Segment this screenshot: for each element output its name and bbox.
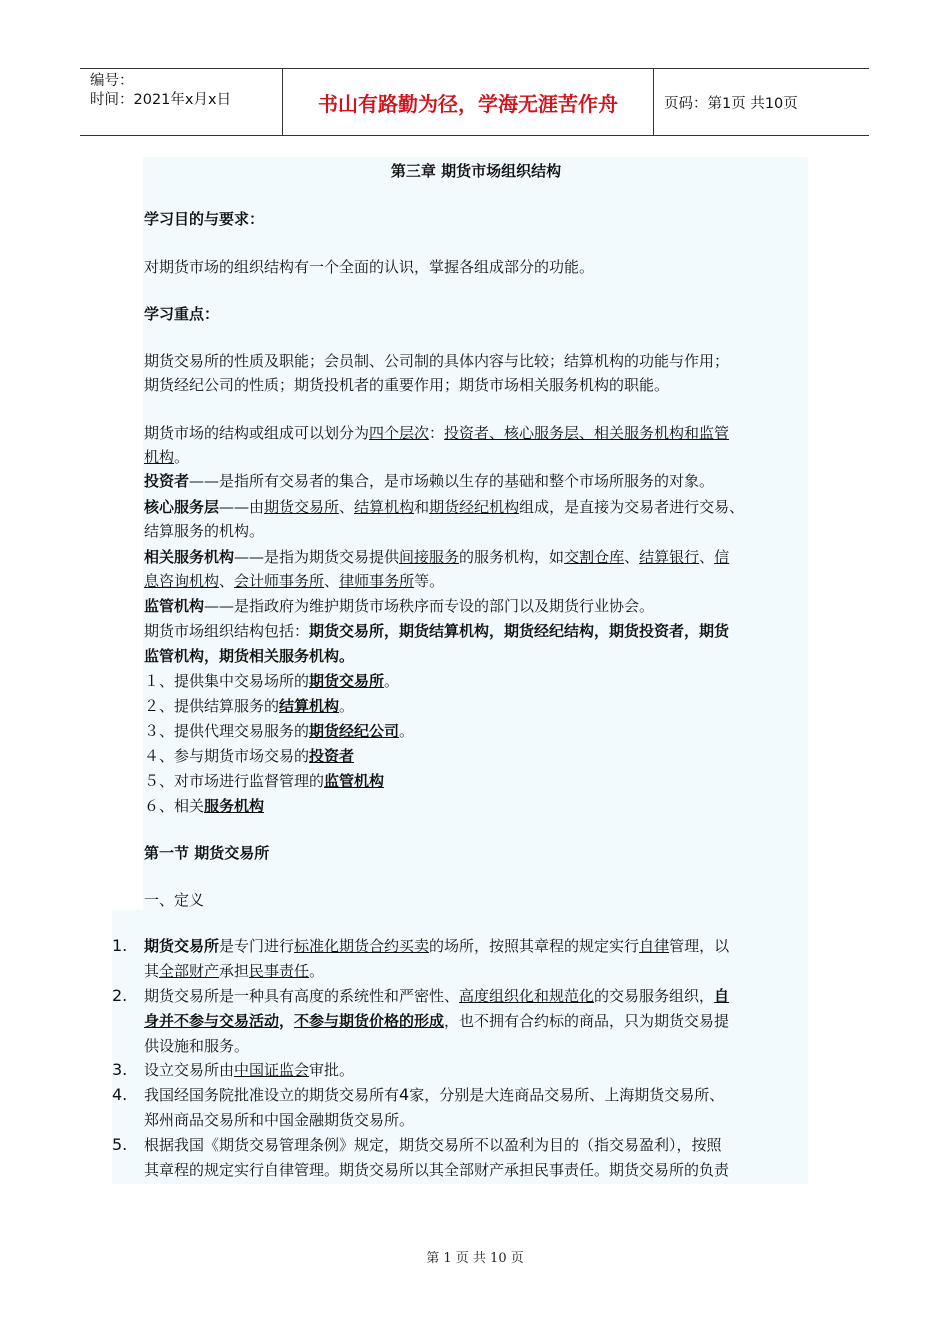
text: 。 bbox=[339, 697, 355, 715]
text: ３、提供代理交易服务的 bbox=[144, 722, 310, 740]
subsection-heading: 一、定义 bbox=[144, 891, 205, 909]
underlined-text: 四个层次 bbox=[369, 424, 430, 442]
related-service-definition bbox=[144, 546, 729, 568]
number-text: 4 bbox=[399, 1085, 410, 1104]
underlined-text: 全部财产 bbox=[159, 962, 220, 980]
structure-paragraph-cont bbox=[144, 446, 189, 468]
list-number: 2. bbox=[112, 986, 128, 1005]
underlined-text: 交割仓库 bbox=[564, 548, 625, 566]
underlined-text: 标准化期货合约买卖 bbox=[294, 937, 430, 955]
text: ４、参与期货市场交易的 bbox=[144, 747, 310, 765]
list-line: 其章程的规定实行自律管理。期货交易所以其全部财产承担民事责任。期货交易所的负责 bbox=[144, 1161, 730, 1179]
supervisor-definition bbox=[144, 595, 654, 617]
text: 是专门进行 bbox=[219, 937, 295, 955]
text: 。 bbox=[384, 672, 400, 690]
text: 期货市场组织结构包括： bbox=[144, 622, 310, 640]
list-line bbox=[144, 960, 324, 982]
text: 的服务机构，如 bbox=[459, 548, 565, 566]
underlined-text: 间接服务 bbox=[399, 548, 460, 566]
underlined-text: 律师事务所 bbox=[339, 572, 415, 590]
list-item bbox=[144, 770, 384, 792]
underlined-text: 投资者、核心服务层、相关服务机构和监管 bbox=[444, 424, 730, 442]
list-item bbox=[144, 795, 264, 817]
text: ，也不拥有合约标的商品，只为期货交易提 bbox=[444, 1012, 730, 1030]
header-motto: 书山有路勤为径，学海无涯苦作舟 bbox=[282, 69, 654, 135]
text: 、 bbox=[624, 548, 640, 566]
list-item bbox=[144, 695, 354, 717]
text: １、提供集中交易场所的 bbox=[144, 672, 310, 690]
text: 、 bbox=[339, 498, 355, 516]
text: 组成，是直接为交易者进行交易、 bbox=[519, 498, 745, 516]
code-label: 编号： bbox=[90, 73, 134, 89]
text: ５、对市场进行监督管理的 bbox=[144, 772, 325, 790]
text: 等。 bbox=[414, 572, 445, 590]
text: 和 bbox=[414, 498, 430, 516]
key-term: 身并不参与交易活动 bbox=[144, 1012, 280, 1030]
key-term: 期货经纪公司 bbox=[309, 722, 400, 740]
underlined-text: 信 bbox=[714, 548, 730, 566]
key-term: 不参与期货价格的形成 bbox=[294, 1012, 445, 1030]
text: 。 bbox=[399, 722, 415, 740]
goal-heading: 学习目的与要求： bbox=[144, 210, 265, 228]
related-service-cont bbox=[144, 570, 444, 592]
text: 家，分别是大连商品交易所、上海期货交易所、 bbox=[409, 1086, 725, 1104]
bold-text: 期货交易所，期货结算机构，期货经纪结构，期货投资者，期货 bbox=[309, 622, 730, 640]
list-line: 根据我国《期货交易管理条例》规定，期货交易所不以盈利为目的（指交易盈利），按照 bbox=[144, 1136, 722, 1154]
text: 。 bbox=[309, 962, 325, 980]
underlined-text: 高度组织化和规范化 bbox=[459, 987, 595, 1005]
list-number: 4. bbox=[112, 1085, 128, 1104]
list-line bbox=[144, 1059, 354, 1081]
focus-heading: 学习重点： bbox=[144, 305, 220, 323]
text: 的交易服务组织， bbox=[594, 987, 715, 1005]
list-line bbox=[144, 935, 729, 957]
definition: ——是指所有交易者的集合，是市场赖以生存的基础和整个市场所服务的对象。 bbox=[189, 472, 715, 490]
structure-paragraph bbox=[144, 422, 729, 444]
underlined-text: 息咨询机构 bbox=[144, 572, 220, 590]
list-item bbox=[144, 745, 354, 767]
underlined-text: 结算银行 bbox=[639, 548, 700, 566]
text: 。 bbox=[174, 448, 190, 466]
list-number: 5. bbox=[112, 1135, 128, 1154]
structure-includes bbox=[144, 620, 729, 642]
text: ６、相关 bbox=[144, 797, 205, 815]
focus-line-1: 期货交易所的性质及职能；会员制、公司制的具体内容与比较；结算机构的功能与作用； bbox=[144, 352, 730, 370]
text: 、 bbox=[324, 572, 340, 590]
text: 设立交易所由 bbox=[144, 1061, 235, 1079]
text: ——由 bbox=[219, 498, 265, 516]
underlined-text: 结算机构 bbox=[354, 498, 415, 516]
list-line: 供设施和服务。 bbox=[144, 1037, 250, 1055]
list-number: 1. bbox=[112, 936, 128, 955]
text: 承担 bbox=[219, 962, 250, 980]
text: 其 bbox=[144, 962, 160, 980]
text: 审批。 bbox=[309, 1061, 355, 1079]
underlined-text: 民事责任 bbox=[249, 962, 310, 980]
page-header bbox=[80, 68, 869, 136]
investor-definition bbox=[144, 470, 714, 492]
text: 我国经国务院批准设立的期货交易所有 bbox=[144, 1086, 400, 1104]
goal-text: 对期货市场的组织结构有一个全面的认识，掌握各组成部分的功能。 bbox=[144, 258, 595, 276]
key-term: 服务机构 bbox=[204, 797, 265, 815]
bold-text: 期货交易所 bbox=[144, 937, 220, 955]
text: ， bbox=[279, 1012, 295, 1030]
page-footer: 第 1 页 共 10 页 bbox=[426, 1251, 524, 1266]
underlined-text: 期货交易所 bbox=[264, 498, 340, 516]
header-page-number: 页码：第1页 共10页 bbox=[664, 95, 798, 112]
text: 期货交易所是一种具有高度的系统性和严密性、 bbox=[144, 987, 460, 1005]
list-number: 3. bbox=[112, 1060, 128, 1079]
list-line bbox=[144, 985, 729, 1007]
chapter-title: 第三章 期货市场组织结构 bbox=[390, 162, 562, 180]
text: ——是指为期货交易提供 bbox=[234, 548, 400, 566]
definition: ——是指政府为维护期货市场秩序而专设的部门以及期货行业协会。 bbox=[204, 597, 655, 615]
term: 核心服务层 bbox=[144, 498, 220, 516]
underlined-text: 自律 bbox=[639, 937, 670, 955]
text: 管理，以 bbox=[669, 937, 730, 955]
list-item bbox=[144, 670, 399, 692]
term: 监管机构 bbox=[144, 597, 205, 615]
text: ： bbox=[429, 424, 445, 442]
key-term: 自 bbox=[714, 987, 730, 1005]
section-heading: 第一节 期货交易所 bbox=[144, 844, 270, 862]
key-term: 监管机构 bbox=[324, 772, 385, 790]
list-item bbox=[144, 720, 414, 742]
text: 、 bbox=[219, 572, 235, 590]
key-term: 投资者 bbox=[309, 747, 355, 765]
core-service-definition bbox=[144, 496, 744, 518]
term: 相关服务机构 bbox=[144, 548, 235, 566]
list-line bbox=[144, 1084, 724, 1106]
date-label: 时间：2021年x月x日 bbox=[90, 92, 232, 108]
underlined-text: 会计师事务所 bbox=[234, 572, 325, 590]
key-term: 结算机构 bbox=[279, 697, 340, 715]
list-line: 郑州商品交易所和中国金融期货交易所。 bbox=[144, 1111, 415, 1129]
underlined-text: 中国证监会 bbox=[234, 1061, 310, 1079]
text: 、 bbox=[699, 548, 715, 566]
structure-includes-cont: 监管机构，期货相关服务机构。 bbox=[144, 647, 355, 665]
header-meta bbox=[80, 69, 282, 135]
text: 期货市场的结构或组成可以划分为 bbox=[144, 424, 370, 442]
underlined-text: 期货经纪机构 bbox=[429, 498, 520, 516]
underlined-text: 机构 bbox=[144, 448, 175, 466]
core-service-cont: 结算服务的机构。 bbox=[144, 522, 265, 540]
list-line bbox=[144, 1010, 729, 1032]
key-term: 期货交易所 bbox=[309, 672, 385, 690]
term: 投资者 bbox=[144, 472, 190, 490]
text: 的场所，按照其章程的规定实行 bbox=[429, 937, 640, 955]
text: ２、提供结算服务的 bbox=[144, 697, 280, 715]
focus-line-2: 期货经纪公司的性质；期货投机者的重要作用；期货市场相关服务机构的职能。 bbox=[144, 376, 670, 394]
